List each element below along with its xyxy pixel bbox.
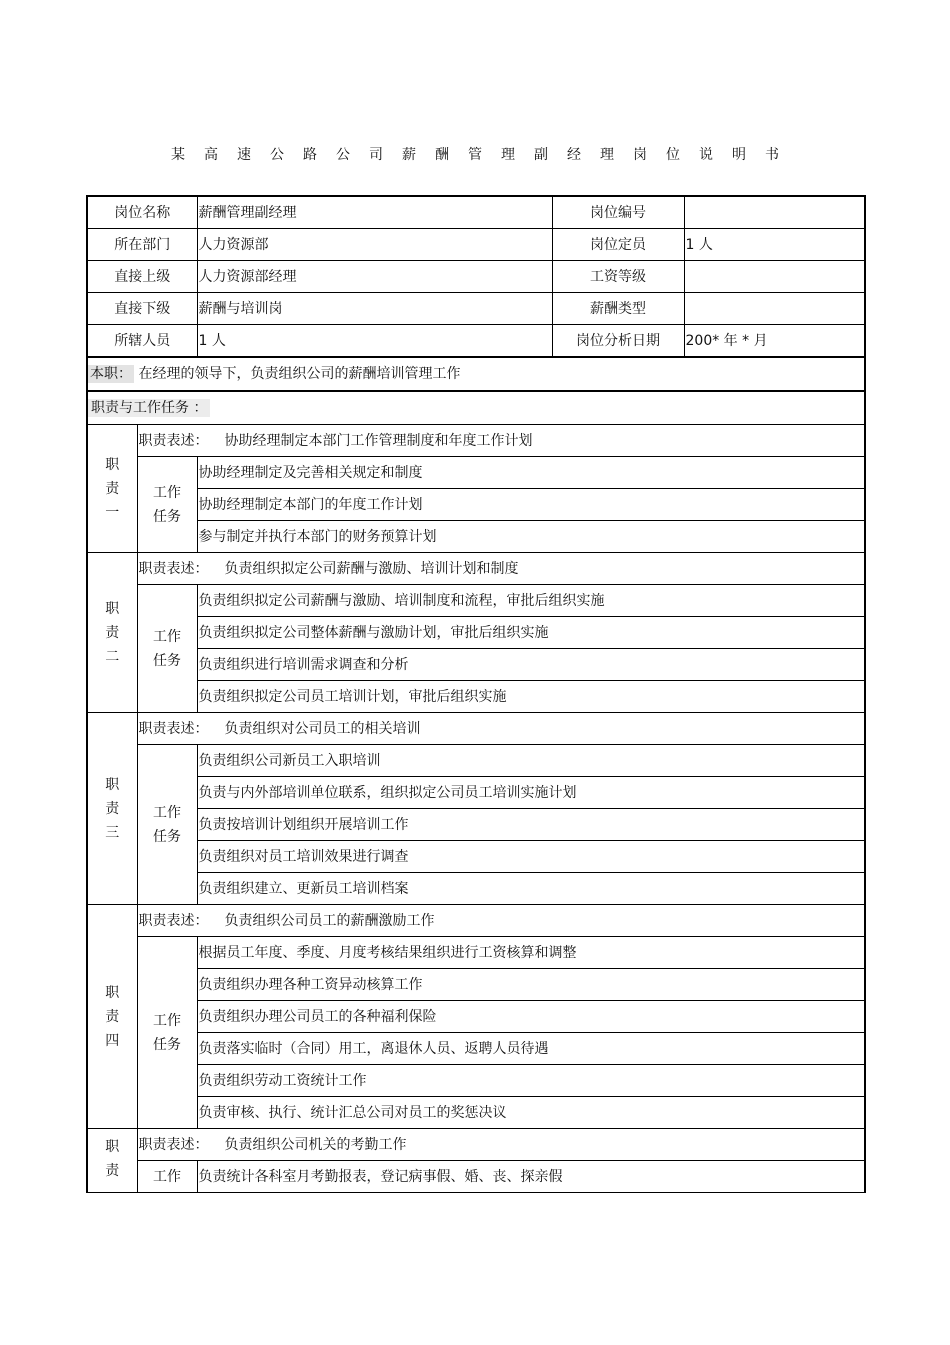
info-row-4 xyxy=(87,293,865,325)
position-name-value: 薪酬管理副经理 xyxy=(197,196,552,229)
resp1-task-row xyxy=(87,489,865,521)
subordinate-label: 直接下级 xyxy=(87,293,197,325)
duty-label: 本职： xyxy=(90,366,132,382)
subordinate-value: 薪酬与培训岗 xyxy=(197,293,552,325)
superior-value: 人力资源部经理 xyxy=(197,261,552,293)
resp2-task-1: 负责组织拟定公司薪酬与激励、培训制度和流程，审批后组织实施 xyxy=(197,585,865,617)
resp3-description: 职责表述： 负责组织对公司员工的相关培训 xyxy=(137,713,865,745)
info-row-2 xyxy=(87,229,865,261)
department-value: 人力资源部 xyxy=(197,229,552,261)
resp2-desc-row xyxy=(87,553,865,585)
resp2-task-label: 工作 任务 xyxy=(137,585,197,713)
resp4-task-5: 负责组织劳动工资统计工作 xyxy=(197,1065,865,1097)
resp4-task-row xyxy=(87,937,865,969)
resp4-task-row xyxy=(87,1065,865,1097)
resp1-task-row xyxy=(87,521,865,553)
resp1-description: 职责表述： 协助经理制定本部门工作管理制度和年度工作计划 xyxy=(137,425,865,457)
staff-label: 所辖人员 xyxy=(87,325,197,358)
resp3-task-row xyxy=(87,873,865,905)
resp4-side-label: 职 责 四 xyxy=(87,905,137,1129)
resp1-task-1: 协助经理制定及完善相关规定和制度 xyxy=(197,457,865,489)
resp5-description: 职责表述： 负责组织公司机关的考勤工作 xyxy=(137,1129,865,1161)
resp2-task-row xyxy=(87,649,865,681)
salary-type-value xyxy=(684,293,865,325)
resp3-task-3: 负责按培训计划组织开展培训工作 xyxy=(197,809,865,841)
resp3-task-2: 负责与内外部培训单位联系，组织拟定公司员工培训实施计划 xyxy=(197,777,865,809)
resp4-task-2: 负责组织办理各种工资异动核算工作 xyxy=(197,969,865,1001)
resp3-task-1: 负责组织公司新员工入职培训 xyxy=(197,745,865,777)
resp2-task-row xyxy=(87,585,865,617)
resp1-task-row xyxy=(87,457,865,489)
analysis-date-label: 岗位分析日期 xyxy=(552,325,684,358)
section-row xyxy=(87,391,865,425)
resp3-side-label: 职 责 三 xyxy=(87,713,137,905)
resp4-task-row xyxy=(87,1097,865,1129)
headcount-value: 1 人 xyxy=(684,229,865,261)
position-no-value xyxy=(684,196,865,229)
resp3-task-4: 负责组织对员工培训效果进行调查 xyxy=(197,841,865,873)
resp1-task-2: 协助经理制定本部门的年度工作计划 xyxy=(197,489,865,521)
resp2-side-label: 职 责 二 xyxy=(87,553,137,713)
analysis-date-value: 200* 年 * 月 xyxy=(684,325,865,358)
resp1-task-3: 参与制定并执行本部门的财务预算计划 xyxy=(197,521,865,553)
resp4-task-row xyxy=(87,1033,865,1065)
resp5-task-1: 负责统计各科室月考勤报表，登记病事假、婚、丧、探亲假 xyxy=(197,1161,865,1193)
info-row-1 xyxy=(87,196,865,229)
resp4-task-4: 负责落实临时（合同）用工，离退休人员、返聘人员待遇 xyxy=(197,1033,865,1065)
resp5-task-row xyxy=(87,1161,865,1193)
resp5-side-label: 职 责 xyxy=(87,1129,137,1193)
headcount-label: 岗位定员 xyxy=(552,229,684,261)
resp4-task-6: 负责审核、执行、统计汇总公司对员工的奖惩决议 xyxy=(197,1097,865,1129)
info-row-3 xyxy=(87,261,865,293)
resp3-task-row xyxy=(87,841,865,873)
resp2-description: 职责表述： 负责组织拟定公司薪酬与激励、培训计划和制度 xyxy=(137,553,865,585)
department-label: 所在部门 xyxy=(87,229,197,261)
resp1-task-label: 工作 任务 xyxy=(137,457,197,553)
section-label: 职责与工作任务 ： xyxy=(88,399,210,417)
resp2-task-2: 负责组织拟定公司整体薪酬与激励计划，审批后组织实施 xyxy=(197,617,865,649)
resp4-task-row xyxy=(87,969,865,1001)
resp3-task-row xyxy=(87,809,865,841)
staff-value: 1 人 xyxy=(197,325,552,358)
position-name-label: 岗位名称 xyxy=(87,196,197,229)
duty-text: 在经理的领导下，负责组织公司的薪酬培训管理工作 xyxy=(138,366,461,382)
resp5-desc-row xyxy=(87,1129,865,1161)
resp4-task-label: 工作 任务 xyxy=(137,937,197,1129)
salary-grade-label: 工资等级 xyxy=(552,261,684,293)
resp3-task-row xyxy=(87,745,865,777)
duty-row xyxy=(87,357,865,391)
resp3-task-row xyxy=(87,777,865,809)
resp2-task-row xyxy=(87,681,865,713)
salary-type-label: 薪酬类型 xyxy=(552,293,684,325)
job-description-table xyxy=(86,195,866,1193)
resp4-desc-row xyxy=(87,905,865,937)
position-no-label: 岗位编号 xyxy=(552,196,684,229)
resp1-desc-row xyxy=(87,425,865,457)
resp3-desc-row xyxy=(87,713,865,745)
resp4-task-3: 负责组织办理公司员工的各种福利保险 xyxy=(197,1001,865,1033)
resp2-task-row xyxy=(87,617,865,649)
superior-label: 直接上级 xyxy=(87,261,197,293)
resp1-side-label: 职 责 一 xyxy=(87,425,137,553)
resp5-task-label: 工作 xyxy=(137,1161,197,1193)
resp2-task-3: 负责组织进行培训需求调查和分析 xyxy=(197,649,865,681)
resp4-task-1: 根据员工年度、季度、月度考核结果组织进行工资核算和调整 xyxy=(197,937,865,969)
resp4-task-row xyxy=(87,1001,865,1033)
resp3-task-label: 工作 任务 xyxy=(137,745,197,905)
document-title: 某高速公路公司薪酬管理副经理岗位说明书 xyxy=(171,147,798,163)
resp2-task-4: 负责组织拟定公司员工培训计划，审批后组织实施 xyxy=(197,681,865,713)
info-row-5 xyxy=(87,325,865,358)
resp3-task-5: 负责组织建立、更新员工培训档案 xyxy=(197,873,865,905)
resp4-description: 职责表述： 负责组织公司员工的薪酬激励工作 xyxy=(137,905,865,937)
section-cell xyxy=(87,391,865,425)
duty-cell xyxy=(87,357,865,391)
salary-grade-value xyxy=(684,261,865,293)
job-description-table-wrapper xyxy=(86,195,864,1193)
